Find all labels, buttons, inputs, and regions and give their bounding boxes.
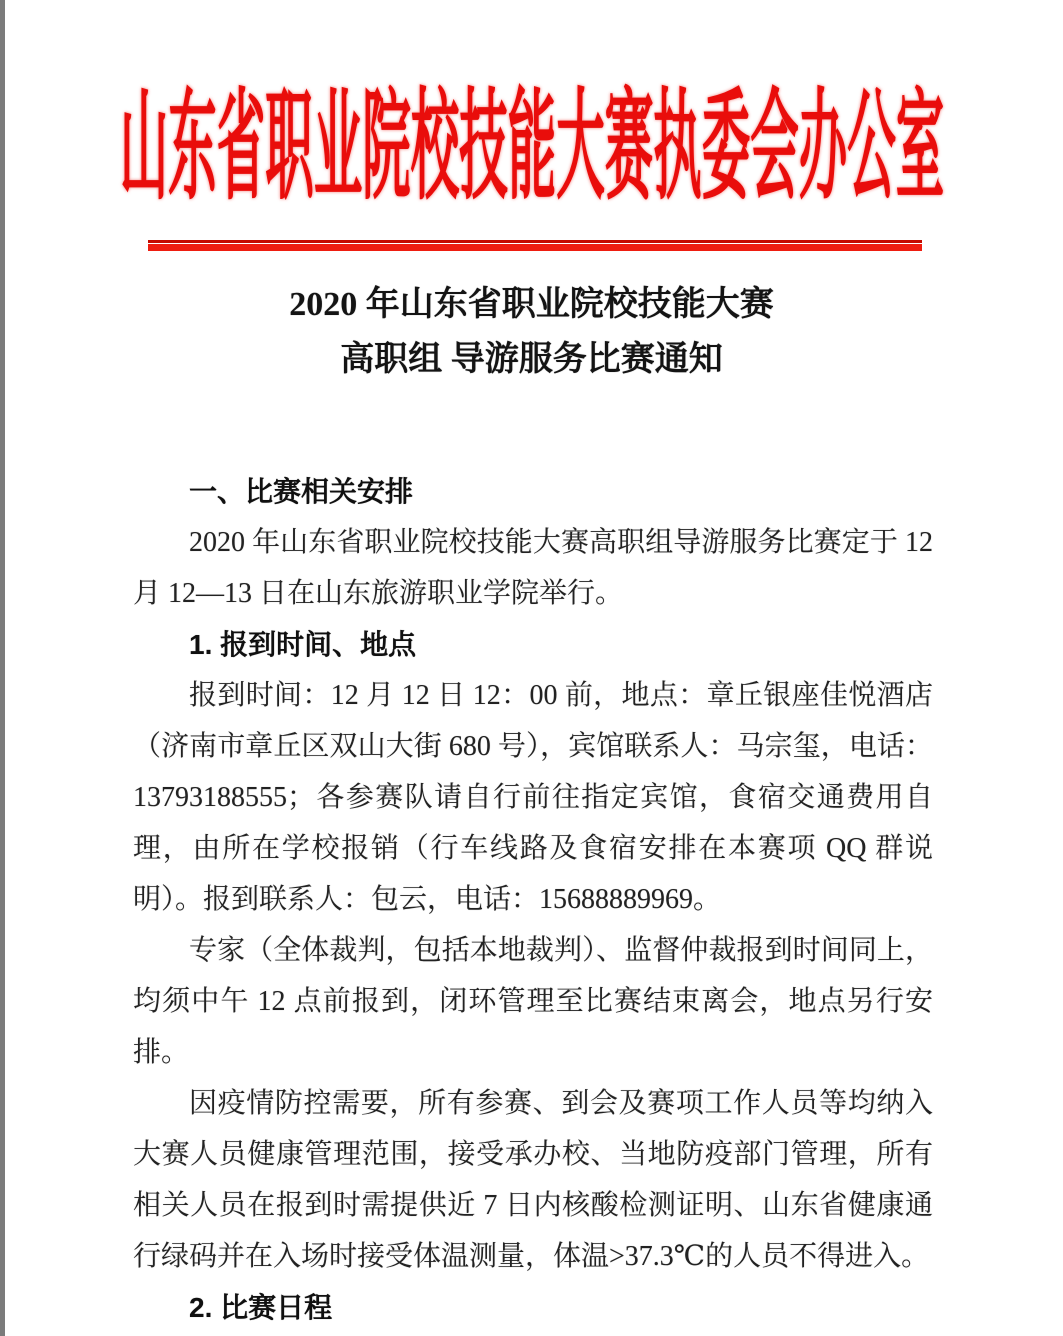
letterhead-rule-thick-line <box>148 244 922 251</box>
section-heading-checkin: 1. 报到时间、地点 <box>189 629 417 660</box>
document-title-line1: 2020 年山东省职业院校技能大赛 <box>289 286 774 323</box>
document-title-line2: 高职组 导游服务比赛通知 <box>340 341 723 378</box>
body-paragraph-checkin-details: 报到时间：12 月 12 日 12：00 前，地点：章丘银座佳悦酒店（济南市章丘区双山大街 680 号），宾馆联系人：马宗玺，电话：13793188555；各参赛队请自行前往指定宾馆，食宿交通费用自理，由所在学校报销（行车线路及食宿安排在本赛项 QQ 群说明）。报到联系人：包云，电话：15688889969。 <box>133 680 933 915</box>
body-paragraph-event-dates: 2020 年山东省职业院校技能大赛高职组导游服务比赛定于 12 月 12—13 日在山东旅游职业学院举行。 <box>133 527 933 609</box>
document-body <box>133 466 933 1333</box>
letterhead-rule <box>148 240 922 251</box>
body-paragraph-epidemic-control: 因疫情防控需要，所有参赛、到会及赛项工作人员等均纳入大赛人员健康管理范围，接受承办校、当地防疫部门管理，所有相关人员在报到时需提供近 7 日内核酸检测证明、山东省健康通行绿码并在入场时接受体温测量，体温>37.3℃的人员不得进入。 <box>133 1088 933 1272</box>
letterhead-title: 山东省职业院校技能大赛执委会办公室 <box>119 79 944 214</box>
body-paragraph-experts-checkin: 专家（全体裁判，包括本地裁判）、监督仲裁报到时间同上，均须中午 12 点前报到，闭环管理至比赛结束离会，地点另行安排。 <box>133 935 933 1068</box>
section-heading-schedule: 2. 比赛日程 <box>189 1292 333 1323</box>
letterhead <box>0 72 1063 214</box>
section-heading-arrangements: 一、比赛相关安排 <box>189 476 414 507</box>
